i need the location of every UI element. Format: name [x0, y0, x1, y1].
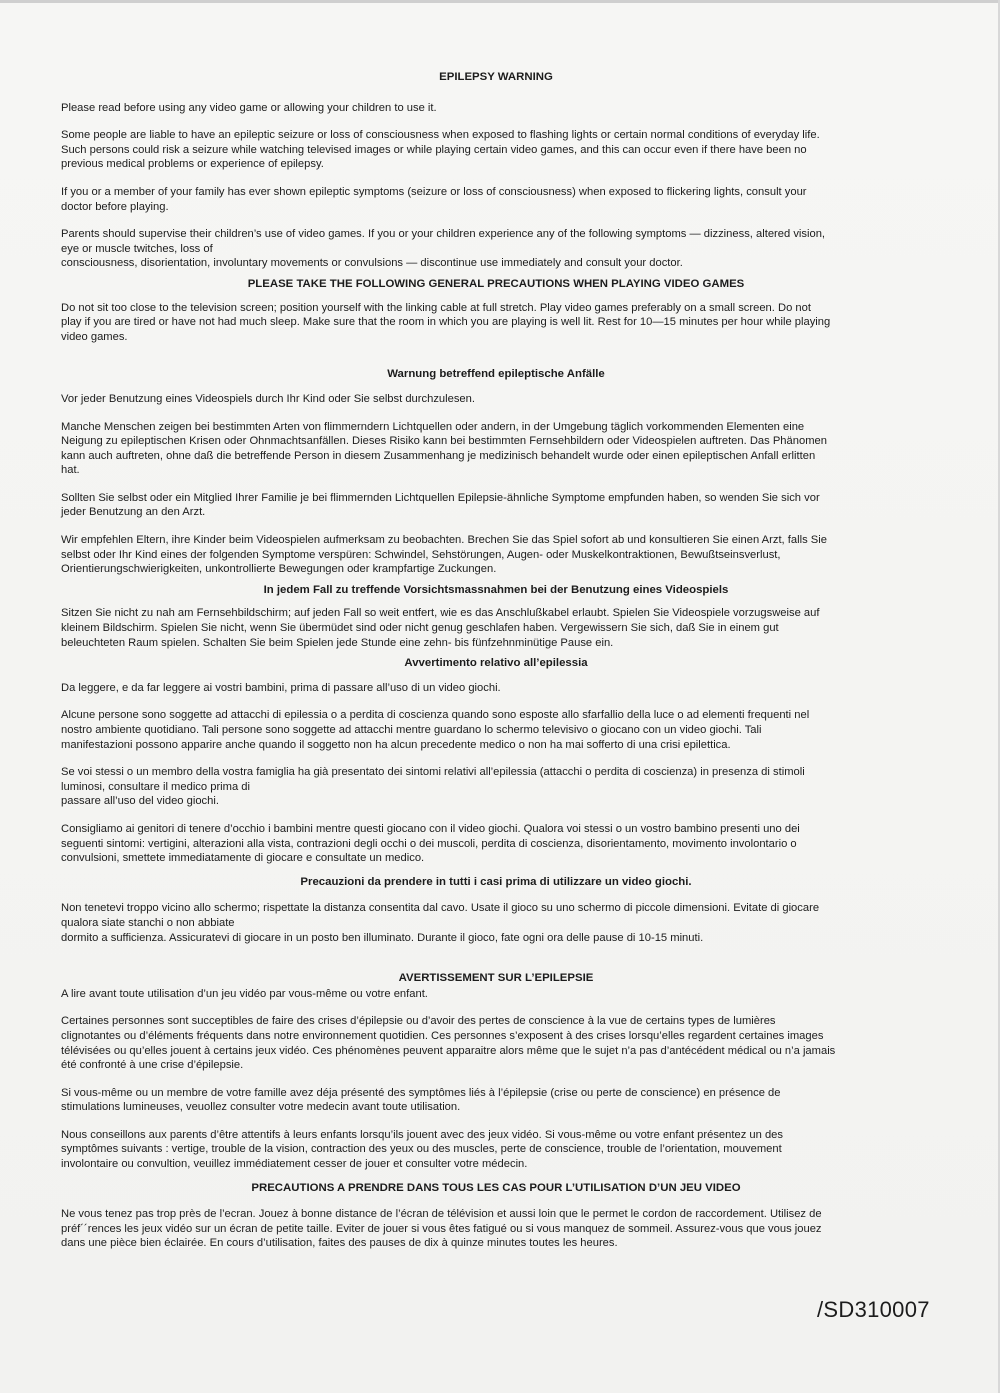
- german-paragraph-3: Wir empfehlen Eltern, ihre Kinder beim Videospielen aufmerksam zu beobachten. Brechen Sie das Spiel sofort ab und konsultieren Sie einen Arzt, falls Sie selbst oder Ihr Kind eines der folgenden Symptome verspüren: Schwindel, Sehstörungen, Augen- oder Muskelkontraktionen, Bewußtseinsverlust, Orientierungschwierigkeiten, unkontrollierte Bewegungen oder krampfartige Zuckungen.: [61, 534, 827, 576]
- english-warning-title: EPILEPSY WARNING: [439, 71, 553, 83]
- italian-warning-title: Avvertimento relativo all’epilessia: [404, 657, 588, 670]
- italian-paragraph-1: Alcune persone sono soggette ad attacchi di epilessia o a perdita di coscienza quando sono esposte allo sfarfallio della luce o ad elementi frequenti nel nostro ambiente quotidiano. Tali persone sono soggette ad attacchi mentre guardano lo schermo televisivo o giocano con un video giochi. Tali manifestazioni possono apparire anche quando il soggetto non ha alcun precedente medico o non ha mai sofferto di una crisi epilettica.: [61, 709, 810, 751]
- english-precautions-title: PLEASE TAKE THE FOLLOWING GENERAL PRECAUTIONS WHEN PLAYING VIDEO GAMES: [247, 277, 745, 290]
- german-warning-title: Warnung betreffend epileptische Anfälle: [387, 368, 605, 381]
- french-warning-title: AVERTISSEMENT SUR L’EPILEPSIE: [398, 972, 594, 985]
- sheet-top-edge: [0, 0, 1000, 3]
- english-precautions-text: Do not sit too close to the television screen; position yourself with the linking cable at full stretch. Play video games preferably on a small screen. Do not play if you are tired or have not had much sleep. Make sure that the room in which you are playing is well lit. Rest for 10—15 minutes per hour while playing video games.: [61, 301, 831, 343]
- english-paragraph-1: Some people are liable to have an epileptic seizure or loss of consciousness when exposed to flashing lights or certain normal conditions of everyday life. Such persons could risk a seizure while watching televised images or while playing certain video games, and this can occur even if there have been no previous medical problems or experience of epilepsy.: [61, 129, 820, 171]
- english-intro: Please read before using any video game or allowing your children to use it.: [61, 101, 437, 114]
- german-precautions-text: Sitzen Sie nicht zu nah am Fernsehbildschirm; auf jeden Fall so weit entfert, wie es das Anschlußkabel erlaubt. Spielen Sie Videospiele vorzugsweise auf kleinem Bildschirm. Spielen Sie nicht, wenn Sie übermüdet sind oder nicht genug geschlafen haben. Vergewissern Sie sich, daß Sie in einem gut beleuchteten Raum spielen. Schalten Sie beim Spielen jede Stunde eine zehn- bis fünfzehnminütige Pause ein.: [61, 607, 820, 649]
- product-code: /SD310007: [817, 1297, 930, 1322]
- italian-precautions-text: Non tenetevi troppo vicino allo schermo; rispettate la distanza consentita dal cavo. Usate il gioco su uno schermo di piccole dimensioni. Evitate di giocare qualora siate stanchi o non abbiate dormito a sufficienza. Assicuratevi di giocare in un posto ben illuminato. Durante il gioco, fate ogni ora delle pause di 10-15 minuti.: [61, 902, 820, 944]
- italian-precautions-title: Precauzioni da prendere in tutti i casi prima di utilizzare un video giochi.: [300, 875, 692, 888]
- english-paragraph-2: If you or a member of your family has ever shown epileptic symptoms (seizure or loss of consciousness) when exposed to flickering lights, consult your doctor before playing.: [61, 185, 807, 213]
- french-intro: A lire avant toute utilisation d’un jeu vidéo par vous-même ou votre enfant.: [61, 987, 428, 1000]
- german-paragraph-2: Sollten Sie selbst oder ein Mitglied Ihrer Familie je bei flimmernden Lichtquellen Epilepsie-ähnliche Symptome empfunden haben, so wenden Sie sich vor jeder Benutzung an den Arzt.: [61, 491, 820, 519]
- french-paragraph-3: Nous conseillons aux parents d’être attentifs à leurs enfants lorsqu’ils jouent avec des jeux vidéo. Si vous-même ou votre enfant présentez un des symptômes suivants : vertige, trouble de la vision, contraction des yeux ou des muscles, perte de conscience, trouble de l’orientation, mouvement involontaire ou convultion, veuillez immédiatement cesser de jouer et consulter votre médecin.: [61, 1128, 783, 1171]
- french-precautions-title: PRECAUTIONS A PRENDRE DANS TOUS LES CAS POUR L’UTILISATION D’UN JEU VIDEO: [251, 1181, 741, 1194]
- warning-text-body: [61, 70, 931, 1251]
- german-precautions-title: In jedem Fall zu treffende Vorsichtsmassnahmen bei der Benutzung eines Videospiels: [263, 583, 729, 596]
- german-paragraph-1: Manche Menschen zeigen bei bestimmten Arten von flimmerndern Lichtquellen oder andern, in der Umgebung täglich vorkommenden Elementen eine Neigung zu epileptischen Krisen oder Ohnmachtsanfällen. Dieses Risiko kann bei bestimmten Fernsehbildern oder Videospielen auftreten. Das Phänomen kann auch auftreten, ohne daß die betreffende Person in diesem Zusammenhang je medizinisch behandelt wurde oder einen epileptischen Anfall erlitten hat.: [61, 420, 827, 477]
- italian-paragraph-3: Consigliamo ai genitori di tenere d’occhio i bambini mentre questi giocano con il video giochi. Qualora voi stessi o un vostro bambino presenti uno dei seguenti sintomi: vertigini, alterazioni alla vista, contrazioni degli occhi o dei muscoli, perdita di coscienza, disorientamento, movimento involontario o convulsioni, smettete immediatamente di giocare e consultate un medico.: [61, 822, 800, 865]
- french-paragraph-1: Certaines personnes sont succeptibles de faire des crises d’épilepsie ou d’avoir des pertes de conscience à la vue de certains types de lumières clignotantes ou d’éléments fréquents dans notre environnement quotidien. Ces personnes s’exposent à des crises lorsqu’elles regardent certaines images télévisées ou qu’elles jouent à certains jeux vidéo. Ces phénomènes peuvent apparaitre alors même que le sujet n’a pas d’antécédent médical ou n’a jamais été confronté à une crise d’épilepsie.: [61, 1015, 836, 1072]
- german-intro: Vor jeder Benutzung eines Videospiels durch Ihr Kind oder Sie selbst durchzulesen.: [61, 392, 475, 405]
- italian-paragraph-2: Se voi stessi o un membro della vostra famiglia ha già presentato dei sintomi relativi all’epilessia (attacchi o perdita di coscienza) in presenza di stimoli luminosi, consultare il medico prima di passare all’uso del video giochi.: [61, 766, 805, 808]
- french-precautions-text: Ne vous tenez pas trop près de l’ecran. Jouez à bonne distance de l’écran de télévision et aussi loin que le permet le cordon de raccordement. Utilisez de préf´´rences les jeux vidéo sur un écran de petite taille. Eviter de jouer si vous êtes fatigué ou si vous manquez de sommeil. Assurez-vous que vous jouez dans une pièce bien éclairée. En cours d’utilisation, faites des pauses de dix à quinze minutes toutes les heures.: [61, 1208, 822, 1250]
- french-paragraph-2: Si vous-même ou un membre de votre famille avez déja présenté des symptômes liés à l’épilepsie (crise ou perte de conscience) en présence de stimulations lumineuses, veuollez consulter votre medecin avant toute utilisation.: [61, 1086, 781, 1114]
- italian-intro: Da leggere, e da far leggere ai vostri bambini, prima di passare all’uso di un video giochi.: [61, 681, 501, 694]
- english-paragraph-3: Parents should supervise their children’s use of video games. If you or your children experience any of the following symptoms — dizziness, altered vision, eye or muscle twitches, loss of consciousness, disorientation, involuntary movements or convulsions — discontinue use immediately and consult your doctor.: [61, 228, 826, 270]
